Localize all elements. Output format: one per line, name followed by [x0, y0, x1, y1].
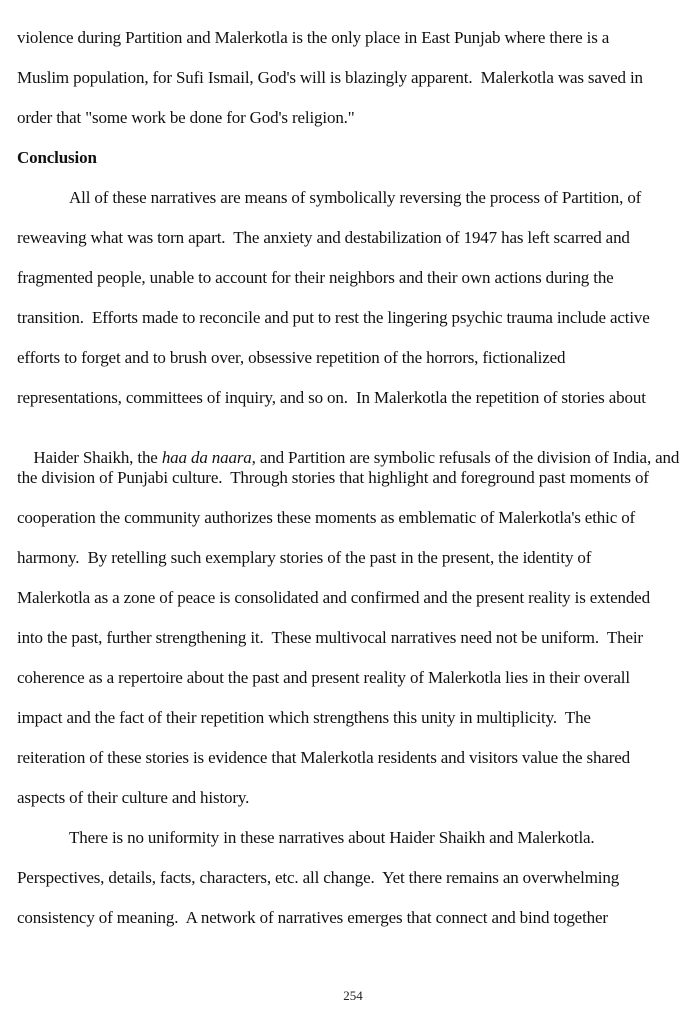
- text-line: reweaving what was torn apart. The anxiety and destabilization of 1947 has left scarred and: [17, 228, 630, 247]
- text-line: cooperation the community authorizes these moments as emblematic of Malerkotla's ethic of: [17, 508, 636, 527]
- text-line: Malerkotla as a zone of peace is consolidated and confirmed and the present reality is extended: [17, 588, 650, 607]
- text-line: into the past, further strengthening it. These multivocal narratives need not be uniform. Their: [17, 628, 643, 647]
- text-line: Perspectives, details, facts, characters, etc. all change. Yet there remains an overwhelming: [17, 868, 620, 887]
- text-run: , and Partition are symbolic refusals of the division of India, and: [251, 448, 680, 467]
- text-line: consistency of meaning. A network of narratives emerges that connect and bind together: [17, 908, 608, 927]
- text-line: There is no uniformity in these narratives about Haider Shaikh and Malerkotla.: [69, 828, 595, 847]
- text-line: order that "some work be done for God's religion.": [17, 108, 355, 127]
- text-line: All of these narratives are means of symbolically reversing the process of Partition, of: [69, 188, 642, 207]
- text-line: aspects of their culture and history.: [17, 788, 250, 807]
- text-line: the division of Punjabi culture. Through stories that highlight and foreground past moments of: [17, 468, 649, 487]
- text-line: efforts to forget and to brush over, obsessive repetition of the horrors, fictionalized: [17, 348, 566, 367]
- text-line: harmony. By retelling such exemplary stories of the past in the present, the identity of: [17, 548, 592, 567]
- text-run: Haider Shaikh, the: [33, 448, 162, 467]
- text-line: reiteration of these stories is evidence that Malerkotla residents and visitors value the shared: [17, 748, 630, 767]
- text-line: transition. Efforts made to reconcile and put to rest the lingering psychic trauma include active: [17, 308, 650, 327]
- text-line: impact and the fact of their repetition which strengthens this unity in multiplicity. The: [17, 708, 591, 727]
- text-line: violence during Partition and Malerkotla is the only place in East Punjab where there is a: [17, 28, 610, 47]
- page-number: 254: [343, 988, 363, 1003]
- text-line: representations, committees of inquiry, and so on. In Malerkotla the repetition of stories about: [17, 388, 646, 407]
- italic-term: haa da naara: [161, 448, 252, 467]
- text-line: fragmented people, unable to account for their neighbors and their own actions during the: [17, 268, 614, 287]
- section-heading: Conclusion: [17, 148, 97, 167]
- text-line: coherence as a repertoire about the past and present reality of Malerkotla lies in their overall: [17, 668, 630, 687]
- text-line: Muslim population, for Sufi Ismail, God's will is blazingly apparent. Malerkotla was saved in: [17, 68, 643, 87]
